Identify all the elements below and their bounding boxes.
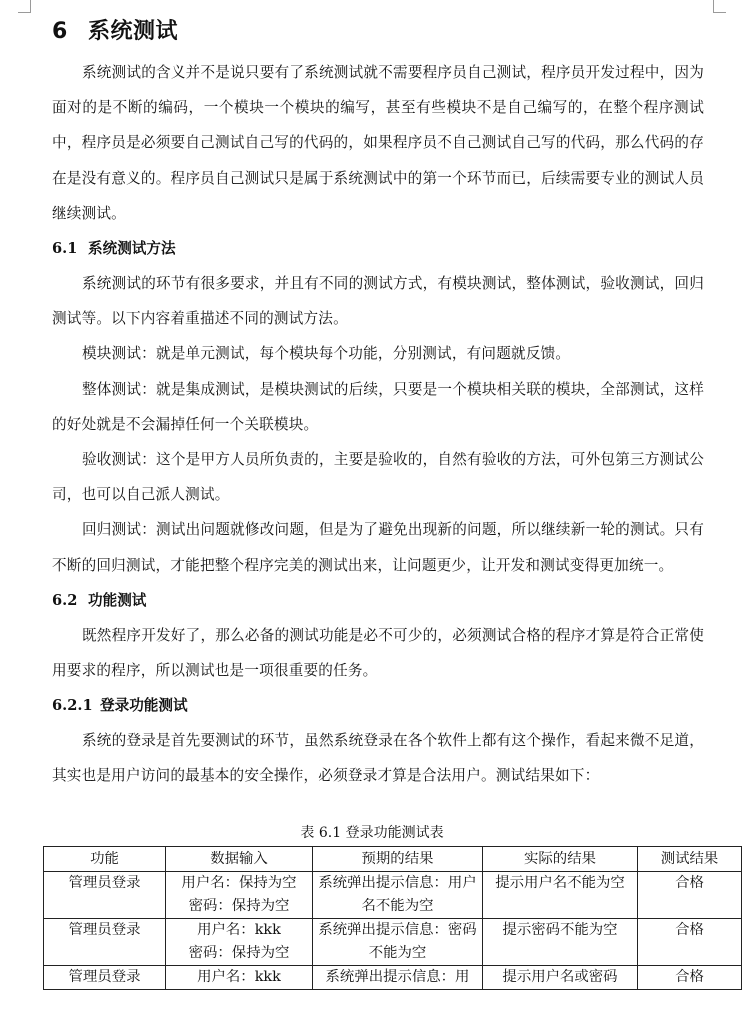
- cell-function: 管理员登录: [44, 872, 166, 919]
- cell-input-username: 用户名：kkk: [197, 969, 281, 985]
- cell-expected: 系统弹出提示信息：用: [313, 966, 483, 990]
- cell-input-password: 密码：保持为空: [188, 945, 290, 961]
- header-actual: 实际的结果: [483, 847, 638, 872]
- section-heading-6-1: [52, 231, 704, 266]
- cell-input-password: 密码：保持为空: [188, 898, 290, 914]
- table-row: [44, 966, 742, 990]
- paragraph-test-overview: 系统测试的环节有很多要求，并且有不同的测试方式，有模块测试，整体测试，验收测试，回归测试等。以下内容着重描述不同的测试方法。: [52, 275, 704, 328]
- chapter-number: 6: [52, 19, 68, 44]
- paragraph-function-test: 既然程序开发好了，那么必备的测试功能是必不可少的，必须测试合格的程序才算是符合正常使用要求的程序，所以测试也是一项很重要的任务。: [52, 626, 704, 680]
- table-header-row: [44, 847, 742, 872]
- header-expected: 预期的结果: [313, 847, 483, 872]
- cell-actual: 提示用户名不能为空: [483, 872, 638, 919]
- page-corner-mark-right: [713, 0, 726, 13]
- login-test-table: [43, 846, 742, 990]
- chapter-title: 系统测试: [88, 19, 179, 44]
- section-number: 6.2: [52, 591, 78, 609]
- cell-input: [166, 919, 313, 966]
- section-number: 6.1: [52, 240, 78, 258]
- cell-actual: 提示用户名或密码: [483, 966, 638, 990]
- section-title: 登录功能测试: [100, 697, 188, 715]
- cell-expected: 系统弹出提示信息：用户名不能为空: [313, 872, 483, 919]
- cell-input: [166, 872, 313, 919]
- paragraph-login-test: 系统的登录是首先要测试的环节，虽然系统登录在各个软件上都有这个操作，看起来微不足道，其实也是用户访问的最基本的安全操作，必须登录才算是合法用户。测试结果如下：: [52, 732, 704, 785]
- cell-result: 合格: [638, 919, 742, 966]
- header-result: 测试结果: [638, 847, 742, 872]
- cell-result: 合格: [638, 966, 742, 990]
- section-number: 6.2.1: [52, 697, 93, 715]
- intro-paragraph: 系统测试的含义并不是说只要有了系统测试就不需要程序员自己测试，程序员开发过程中，因为面对的是不断的编码，一个模块一个模块的编写，甚至有些模块不是自己编写的，在整个程序测试中，程序员是必须要自己测试自己写的代码的，如果程序员不自己测试自己写的代码，那么代码的存在是没有意义的。程序员自己测试只是属于系统测试中的第一个环节而已，后续需要专业的测试人员继续测试。: [52, 64, 704, 222]
- header-function: 功能: [44, 847, 166, 872]
- section-heading-6-2: [52, 583, 704, 618]
- page-corner-mark-left: [18, 0, 31, 13]
- table-caption: 表 6.1 登录功能测试表: [300, 825, 444, 841]
- chapter-heading: [52, 14, 704, 45]
- cell-function: 管理员登录: [44, 966, 166, 990]
- paragraph-regression-test: 回归测试：测试出问题就修改问题，但是为了避免出现新的问题，所以继续新一轮的测试。只有不断的回归测试，才能把整个程序完美的测试出来，让问题更少，让开发和测试变得更加统一。: [52, 521, 704, 574]
- document-page: [52, 0, 704, 794]
- cell-input-username: 用户名：保持为空: [181, 875, 297, 891]
- table-row: [44, 872, 742, 919]
- header-input: 数据输入: [166, 847, 313, 872]
- paragraph-module-test: 模块测试：就是单元测试，每个模块每个功能，分别测试，有问题就反馈。: [82, 345, 571, 363]
- paragraph-integration-test: 整体测试：就是集成测试，是模块测试的后续，只要是一个模块相关联的模块，全部测试，这样的好处就是不会漏掉任何一个关联模块。: [52, 380, 704, 433]
- table-row: [44, 919, 742, 966]
- cell-input: [166, 966, 313, 990]
- cell-result: 合格: [638, 872, 742, 919]
- cell-input-username: 用户名：kkk: [197, 922, 281, 938]
- cell-actual: 提示密码不能为空: [483, 919, 638, 966]
- cell-expected: 系统弹出提示信息：密码不能为空: [313, 919, 483, 966]
- paragraph-acceptance-test: 验收测试：这个是甲方人员所负责的，主要是验收的，自然有验收的方法，可外包第三方测试公司，也可以自己派人测试。: [52, 451, 704, 504]
- section-heading-6-2-1: [52, 688, 704, 723]
- section-title: 系统测试方法: [88, 240, 176, 258]
- cell-function: 管理员登录: [44, 919, 166, 966]
- section-title: 功能测试: [88, 591, 147, 609]
